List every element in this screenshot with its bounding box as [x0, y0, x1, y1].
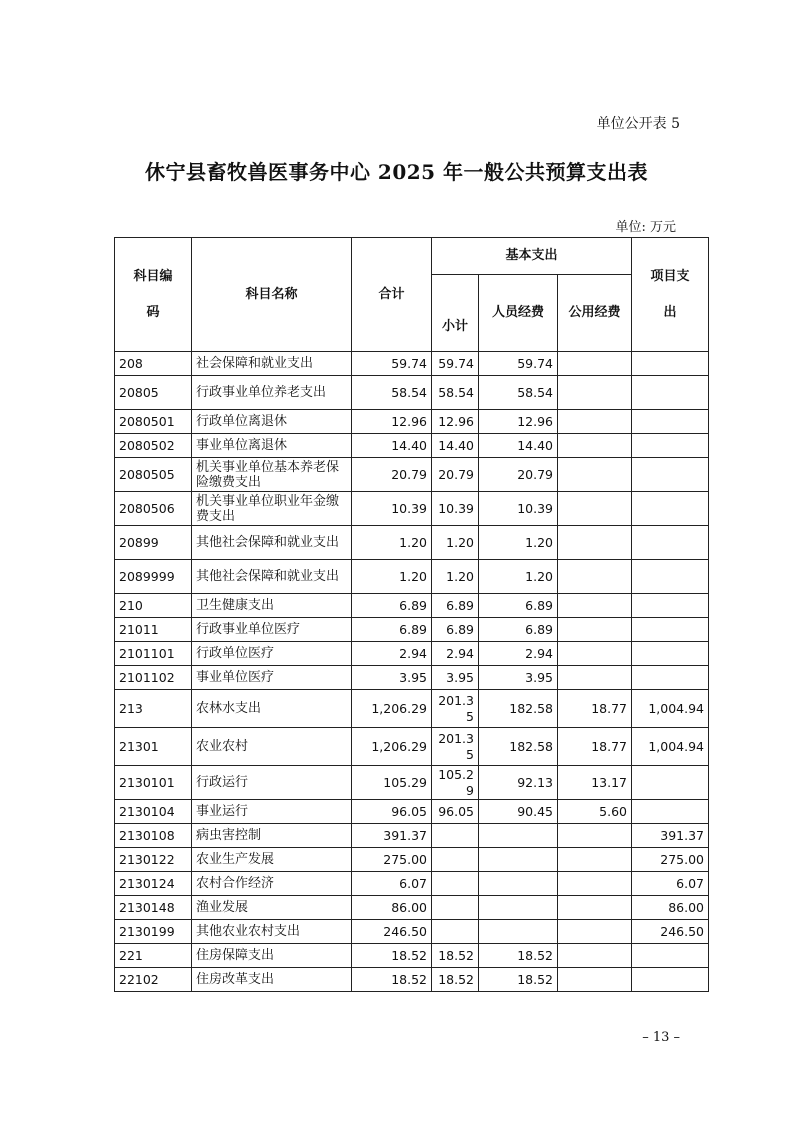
- cell-public: [558, 594, 632, 618]
- cell-personnel: 12.96: [479, 410, 558, 434]
- cell-personnel: 18.52: [479, 944, 558, 968]
- cell-personnel: [479, 920, 558, 944]
- cell-subtotal: 20.79: [432, 458, 479, 492]
- cell-personnel: 182.58: [479, 690, 558, 728]
- table-row: [115, 848, 709, 872]
- cell-public: [558, 434, 632, 458]
- cell-personnel: 20.79: [479, 458, 558, 492]
- cell-public: [558, 848, 632, 872]
- cell-project: [632, 666, 709, 690]
- cell-subtotal: [432, 824, 479, 848]
- cell-project: 246.50: [632, 920, 709, 944]
- cell-total: 59.74: [352, 352, 432, 376]
- table-row: [115, 690, 709, 728]
- cell-subtotal: 18.52: [432, 968, 479, 992]
- cell-total: 246.50: [352, 920, 432, 944]
- cell-code: 2080505: [115, 458, 192, 492]
- cell-project: 391.37: [632, 824, 709, 848]
- cell-total: 105.29: [352, 766, 432, 800]
- cell-public: [558, 968, 632, 992]
- cell-name: 行政事业单位医疗: [192, 618, 352, 642]
- unit-label: 单位: 万元: [615, 220, 676, 235]
- cell-code: 208: [115, 352, 192, 376]
- cell-public: 18.77: [558, 690, 632, 728]
- table-row: [115, 410, 709, 434]
- cell-subtotal: 58.54: [432, 376, 479, 410]
- header-name: 科目名称: [192, 238, 352, 352]
- cell-total: 275.00: [352, 848, 432, 872]
- cell-name: 农村合作经济: [192, 872, 352, 896]
- cell-subtotal: 2.94: [432, 642, 479, 666]
- cell-name: 行政单位医疗: [192, 642, 352, 666]
- cell-subtotal: 6.89: [432, 618, 479, 642]
- cell-code: 2130104: [115, 800, 192, 824]
- cell-subtotal: [432, 896, 479, 920]
- cell-personnel: 90.45: [479, 800, 558, 824]
- cell-personnel: 182.58: [479, 728, 558, 766]
- cell-project: [632, 410, 709, 434]
- cell-name: 机关事业单位职业年金缴费支出: [192, 492, 352, 526]
- cell-subtotal: 59.74: [432, 352, 479, 376]
- cell-public: [558, 824, 632, 848]
- cell-public: [558, 666, 632, 690]
- cell-public: [558, 458, 632, 492]
- cell-name: 事业单位医疗: [192, 666, 352, 690]
- cell-public: [558, 944, 632, 968]
- cell-code: 221: [115, 944, 192, 968]
- cell-personnel: 92.13: [479, 766, 558, 800]
- cell-name: 农业农村: [192, 728, 352, 766]
- cell-personnel: 2.94: [479, 642, 558, 666]
- cell-total: 1,206.29: [352, 690, 432, 728]
- header-subtotal: 小计: [432, 275, 479, 352]
- cell-personnel: 6.89: [479, 618, 558, 642]
- table-row: [115, 766, 709, 800]
- cell-code: 2130148: [115, 896, 192, 920]
- cell-subtotal: 1.20: [432, 526, 479, 560]
- cell-total: 86.00: [352, 896, 432, 920]
- cell-total: 18.52: [352, 944, 432, 968]
- cell-total: 96.05: [352, 800, 432, 824]
- cell-public: [558, 410, 632, 434]
- cell-subtotal: 14.40: [432, 434, 479, 458]
- cell-subtotal: 105.29: [432, 766, 479, 800]
- cell-project: [632, 352, 709, 376]
- cell-project: [632, 944, 709, 968]
- cell-personnel: [479, 872, 558, 896]
- cell-personnel: 14.40: [479, 434, 558, 458]
- cell-code: 2080506: [115, 492, 192, 526]
- cell-project: [632, 968, 709, 992]
- cell-code: 21011: [115, 618, 192, 642]
- cell-name: 病虫害控制: [192, 824, 352, 848]
- cell-personnel: 1.20: [479, 526, 558, 560]
- cell-public: [558, 896, 632, 920]
- cell-total: 1,206.29: [352, 728, 432, 766]
- cell-subtotal: [432, 920, 479, 944]
- cell-project: [632, 800, 709, 824]
- table-row: [115, 896, 709, 920]
- cell-subtotal: 12.96: [432, 410, 479, 434]
- cell-name: 事业单位离退休: [192, 434, 352, 458]
- header-basic: 基本支出: [432, 238, 632, 275]
- cell-public: [558, 352, 632, 376]
- table-number: 单位公开表 5: [596, 116, 680, 132]
- cell-total: 18.52: [352, 968, 432, 992]
- cell-project: 1,004.94: [632, 728, 709, 766]
- cell-project: 86.00: [632, 896, 709, 920]
- cell-code: 22102: [115, 968, 192, 992]
- header-code: 科目编码: [115, 238, 192, 352]
- cell-name: 住房改革支出: [192, 968, 352, 992]
- cell-total: 1.20: [352, 526, 432, 560]
- table-row: [115, 920, 709, 944]
- table-row: [115, 376, 709, 410]
- cell-code: 2101101: [115, 642, 192, 666]
- cell-project: 1,004.94: [632, 690, 709, 728]
- cell-project: [632, 434, 709, 458]
- header-personnel: 人员经费: [479, 275, 558, 352]
- cell-project: [632, 492, 709, 526]
- cell-personnel: 10.39: [479, 492, 558, 526]
- header-project: 项目支出: [632, 238, 709, 352]
- cell-public: [558, 920, 632, 944]
- table-row: [115, 642, 709, 666]
- cell-name: 住房保障支出: [192, 944, 352, 968]
- cell-personnel: 18.52: [479, 968, 558, 992]
- cell-total: 1.20: [352, 560, 432, 594]
- cell-name: 其他农业农村支出: [192, 920, 352, 944]
- cell-subtotal: 96.05: [432, 800, 479, 824]
- cell-personnel: 3.95: [479, 666, 558, 690]
- cell-code: 2080502: [115, 434, 192, 458]
- cell-code: 2130122: [115, 848, 192, 872]
- cell-total: 6.89: [352, 618, 432, 642]
- cell-total: 58.54: [352, 376, 432, 410]
- cell-name: 渔业发展: [192, 896, 352, 920]
- cell-name: 机关事业单位基本养老保险缴费支出: [192, 458, 352, 492]
- cell-project: 6.07: [632, 872, 709, 896]
- table-row: [115, 434, 709, 458]
- cell-public: [558, 642, 632, 666]
- cell-name: 行政单位离退休: [192, 410, 352, 434]
- table-row: [115, 560, 709, 594]
- cell-code: 2101102: [115, 666, 192, 690]
- cell-name: 行政事业单位养老支出: [192, 376, 352, 410]
- cell-code: 213: [115, 690, 192, 728]
- cell-subtotal: 201.35: [432, 690, 479, 728]
- header-public: 公用经费: [558, 275, 632, 352]
- cell-name: 卫生健康支出: [192, 594, 352, 618]
- cell-subtotal: 201.35: [432, 728, 479, 766]
- cell-public: [558, 618, 632, 642]
- cell-project: [632, 766, 709, 800]
- table-row: [115, 458, 709, 492]
- cell-public: [558, 526, 632, 560]
- cell-project: [632, 376, 709, 410]
- cell-name: 其他社会保障和就业支出: [192, 526, 352, 560]
- cell-total: 3.95: [352, 666, 432, 690]
- cell-subtotal: 18.52: [432, 944, 479, 968]
- table-row: [115, 352, 709, 376]
- cell-name: 事业运行: [192, 800, 352, 824]
- cell-project: [632, 526, 709, 560]
- cell-total: 14.40: [352, 434, 432, 458]
- cell-total: 2.94: [352, 642, 432, 666]
- header-total: 合计: [352, 238, 432, 352]
- cell-code: 2080501: [115, 410, 192, 434]
- table-row: [115, 666, 709, 690]
- cell-public: [558, 492, 632, 526]
- cell-project: [632, 594, 709, 618]
- cell-subtotal: [432, 848, 479, 872]
- cell-code: 20805: [115, 376, 192, 410]
- cell-project: [632, 560, 709, 594]
- table-row: [115, 492, 709, 526]
- budget-table: [114, 237, 709, 992]
- cell-personnel: [479, 848, 558, 872]
- cell-public: [558, 872, 632, 896]
- cell-code: 21301: [115, 728, 192, 766]
- cell-code: 2130124: [115, 872, 192, 896]
- page-number: – 13 –: [642, 1030, 680, 1045]
- table-row: [115, 594, 709, 618]
- cell-project: [632, 642, 709, 666]
- table-row: [115, 872, 709, 896]
- table-row: [115, 618, 709, 642]
- cell-public: 13.17: [558, 766, 632, 800]
- cell-subtotal: 6.89: [432, 594, 479, 618]
- cell-personnel: [479, 896, 558, 920]
- cell-name: 社会保障和就业支出: [192, 352, 352, 376]
- cell-code: 2130101: [115, 766, 192, 800]
- table-row: [115, 968, 709, 992]
- cell-total: 20.79: [352, 458, 432, 492]
- cell-code: 2130199: [115, 920, 192, 944]
- cell-personnel: 1.20: [479, 560, 558, 594]
- cell-code: 2089999: [115, 560, 192, 594]
- cell-public: 18.77: [558, 728, 632, 766]
- cell-name: 农林水支出: [192, 690, 352, 728]
- cell-subtotal: 3.95: [432, 666, 479, 690]
- cell-total: 12.96: [352, 410, 432, 434]
- cell-subtotal: 1.20: [432, 560, 479, 594]
- cell-public: [558, 560, 632, 594]
- table-row: [115, 526, 709, 560]
- cell-name: 行政运行: [192, 766, 352, 800]
- cell-personnel: [479, 824, 558, 848]
- cell-subtotal: [432, 872, 479, 896]
- cell-total: 391.37: [352, 824, 432, 848]
- cell-project: 275.00: [632, 848, 709, 872]
- cell-total: 6.07: [352, 872, 432, 896]
- cell-personnel: 59.74: [479, 352, 558, 376]
- table-row: [115, 944, 709, 968]
- cell-subtotal: 10.39: [432, 492, 479, 526]
- table-row: [115, 800, 709, 824]
- cell-personnel: 58.54: [479, 376, 558, 410]
- cell-public: 5.60: [558, 800, 632, 824]
- cell-code: 210: [115, 594, 192, 618]
- cell-name: 农业生产发展: [192, 848, 352, 872]
- cell-total: 10.39: [352, 492, 432, 526]
- cell-code: 2130108: [115, 824, 192, 848]
- cell-public: [558, 376, 632, 410]
- cell-code: 20899: [115, 526, 192, 560]
- cell-personnel: 6.89: [479, 594, 558, 618]
- table-row: [115, 824, 709, 848]
- cell-project: [632, 618, 709, 642]
- page-title: 休宁县畜牧兽医事务中心 2025 年一般公共预算支出表: [144, 160, 649, 184]
- cell-total: 6.89: [352, 594, 432, 618]
- cell-project: [632, 458, 709, 492]
- table-row: [115, 728, 709, 766]
- cell-name: 其他社会保障和就业支出: [192, 560, 352, 594]
